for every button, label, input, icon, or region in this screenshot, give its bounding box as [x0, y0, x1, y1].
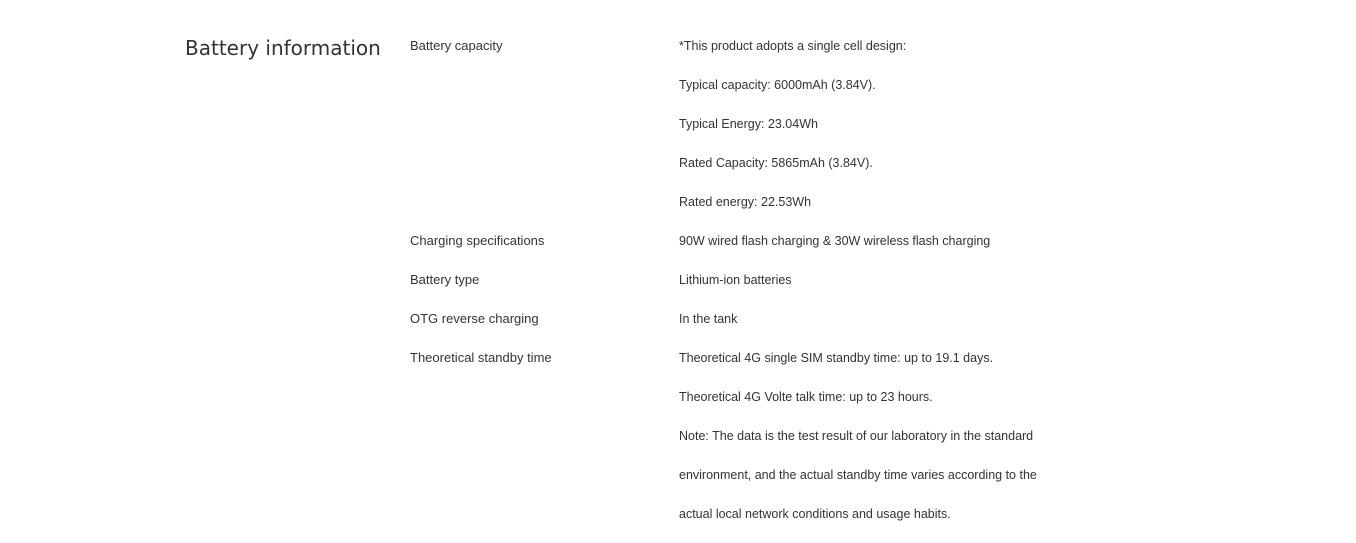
section-title: Battery information	[185, 36, 381, 60]
spec-values	[679, 231, 990, 270]
spec-value: 90W wired flash charging & 30W wireless flash charging	[679, 234, 991, 248]
spec-value: Rated Capacity: 5865mAh (3.84V).	[679, 156, 873, 170]
spec-values	[679, 36, 906, 231]
spec-value: Rated energy: 22.53Wh	[679, 195, 812, 209]
spec-value: Theoretical 4G Volte talk time: up to 23 hours.	[679, 390, 933, 404]
spec-values	[679, 348, 1037, 543]
spec-value: actual local network conditions and usage habits.	[679, 507, 951, 521]
spec-value: Note: The data is the test result of our laboratory in the standard	[679, 429, 1034, 443]
spec-value: *This product adopts a single cell design:	[679, 39, 907, 53]
spec-values	[679, 270, 792, 309]
spec-label: OTG reverse charging	[410, 311, 539, 326]
spec-value: environment, and the actual standby time varies according to the	[679, 468, 1037, 482]
spec-value: Typical capacity: 6000mAh (3.84V).	[679, 78, 876, 92]
spec-value: Lithium-ion batteries	[679, 273, 792, 287]
spec-label: Charging specifications	[410, 233, 545, 248]
spec-values	[679, 309, 737, 348]
spec-label: Battery type	[410, 272, 480, 287]
spec-label: Theoretical standby time	[410, 350, 552, 365]
spec-label: Battery capacity	[410, 38, 503, 53]
spec-value: In the tank	[679, 312, 738, 326]
spec-value: Typical Energy: 23.04Wh	[679, 117, 818, 131]
spec-value: Theoretical 4G single SIM standby time: up to 19.1 days.	[679, 351, 994, 365]
